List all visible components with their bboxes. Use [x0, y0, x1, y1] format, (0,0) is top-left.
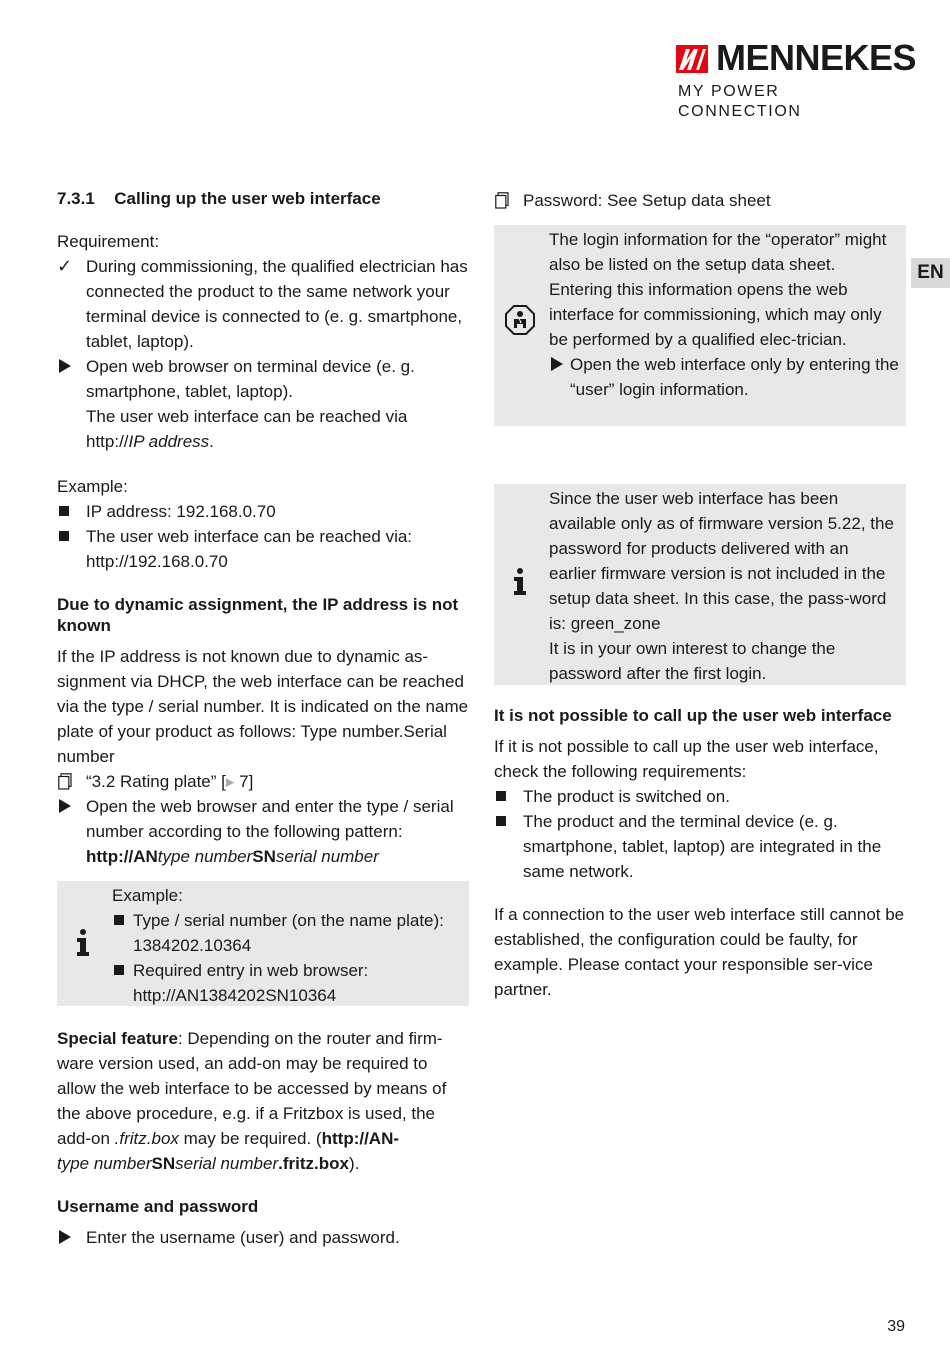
special-text: serial number	[175, 1154, 279, 1173]
cross-reference	[57, 769, 469, 794]
password-reference-text: Password: See Setup data sheet	[523, 191, 771, 210]
step-text: Open web browser on terminal device (e. g. smartphone, tablet, laptop).	[86, 357, 415, 401]
fail-intro: If it is not possible to call up the user web interface, check the following requirements:	[494, 737, 879, 781]
language-tab[interactable]: EN	[911, 258, 950, 288]
note-item-text: Type / serial number (on the name plate): 1384202.10364	[133, 911, 444, 955]
fail-heading: It is not possible to call up the user web interface	[494, 706, 892, 725]
example-text: IP address: 192.168.0.70	[86, 502, 276, 521]
step-arrow-icon	[59, 359, 71, 373]
section-heading	[57, 186, 469, 209]
example-item	[57, 499, 469, 524]
warning-note	[494, 225, 906, 426]
special-text: ).	[348, 1154, 360, 1173]
brand-logo	[676, 37, 917, 120]
special-text: may be required. (	[178, 1129, 322, 1148]
special-text: .fritz.box	[278, 1154, 349, 1173]
special-text: SN	[151, 1154, 176, 1173]
info-note-password	[494, 484, 906, 685]
fail-item-text: The product and the terminal device (e. g. smartphone, tablet, laptop) are integrated in the same network.	[523, 812, 882, 881]
page-arrow-icon: ▸	[225, 772, 235, 791]
warning-step-text: Open the web interface only by entering the “user” login information.	[570, 355, 899, 399]
pattern-part: http://AN	[86, 847, 158, 866]
info-icon	[67, 927, 99, 959]
requirement-text: During commissioning, the qualified electrician has connected the product to the same network your terminal device is connected to (e. g. smartphone, tablet, laptop).	[86, 257, 468, 351]
qualified-electrician-icon	[504, 304, 536, 336]
dynamic-paragraph: If the IP address is not known due to dynamic as-signment via DHCP, the web interface can be reached via the type / serial number. It is indicated on the name plate of your product as follows: Type number.Serial number	[57, 647, 469, 766]
bullet-square-icon	[496, 816, 506, 826]
step-item	[57, 1225, 469, 1250]
note-example-label: Example:	[112, 886, 183, 905]
bullet-square-icon	[114, 915, 124, 925]
requirement-item	[57, 254, 469, 354]
section-number: 7.3.1	[57, 189, 95, 208]
url-prefix: http://	[86, 432, 129, 451]
fail-item	[494, 809, 906, 884]
url-suffix: .	[209, 432, 214, 451]
bullet-square-icon	[59, 531, 69, 541]
example-item	[57, 524, 469, 574]
brand-name: MENNEKES	[716, 37, 917, 78]
pattern-part: type number	[157, 847, 253, 866]
reference-text[interactable]: “3.2 Rating plate” [	[86, 772, 226, 791]
bullet-square-icon	[114, 965, 124, 975]
userpass-heading: Username and password	[57, 1197, 259, 1216]
checkmark-icon: ✓	[57, 256, 73, 276]
page-number: 39	[887, 1318, 905, 1335]
bullet-square-icon	[59, 506, 69, 516]
note-item-text: Required entry in web browser: http://AN1384202SN10364	[133, 961, 369, 1005]
step-result	[57, 404, 469, 454]
bullet-square-icon	[496, 791, 506, 801]
section-title: Calling up the user web interface	[114, 189, 381, 208]
info-text-2: It is in your own interest to change the password after the first login.	[549, 639, 836, 683]
mennekes-logo-mark-icon	[676, 45, 708, 73]
requirement-label: Requirement:	[57, 232, 160, 251]
step-arrow-icon	[59, 799, 71, 813]
note-item	[112, 908, 463, 958]
step-item	[57, 794, 469, 869]
left-column	[57, 186, 469, 1250]
document-reference-icon	[58, 773, 72, 790]
note-item	[112, 958, 463, 1008]
step-arrow-icon	[551, 357, 563, 371]
special-feature-paragraph	[57, 1026, 469, 1176]
cross-reference	[494, 188, 906, 213]
info-text: Since the user web interface has been available only as of firmware version 5.22, the password for products delivered with an earlier firmware version is not included in the setup data sheet. In this case, the pass-word is: green_zone	[549, 489, 894, 633]
example-label: Example:	[57, 477, 128, 496]
special-text: type number	[57, 1154, 152, 1173]
special-text: : Depending on the router and firm-ware version used, an add-on may be required to allow the web interface to be accessed by means of the above procedure, e.g. if a Fritzbox is used, the add-on	[57, 1029, 447, 1148]
warning-step	[549, 352, 900, 402]
step-text: Enter the username (user) and password.	[86, 1228, 400, 1247]
step-text: Open the web browser and enter the type / serial number according to the following pattern:	[86, 797, 454, 841]
special-text: .fritz.box	[114, 1129, 179, 1148]
fail-item	[494, 784, 906, 809]
special-label: Special feature	[57, 1029, 178, 1048]
url-placeholder: IP address	[128, 432, 210, 451]
document-reference-icon	[495, 192, 509, 209]
info-icon	[504, 566, 536, 598]
warning-text: The login information for the “operator” might also be listed on the setup data sheet. Entering this information opens the web interface for commissioning, which may only be performed by a qualified elec-trician.	[549, 230, 887, 349]
pattern-part: SN	[252, 847, 276, 866]
brand-tagline: MY POWER CONNECTION	[678, 83, 802, 120]
step-item	[57, 354, 469, 404]
info-note-example	[57, 881, 469, 1006]
step-arrow-icon	[59, 1230, 71, 1244]
pattern-part: serial number	[275, 847, 379, 866]
step-result-text: The user web interface can be reached via	[86, 407, 408, 426]
special-text: http://AN-	[321, 1129, 400, 1148]
reference-page[interactable]: 7]	[234, 772, 254, 791]
dynamic-heading: Due to dynamic assignment, the IP address is not known	[57, 595, 459, 635]
fail-outro: If a connection to the user web interface still cannot be established, the configuration could be faulty, for example. Please contact your responsible ser-vice partner.	[494, 905, 905, 999]
fail-item-text: The product is switched on.	[523, 787, 730, 806]
right-column	[494, 188, 906, 1002]
example-text: The user web interface can be reached via: http://192.168.0.70	[86, 527, 413, 571]
